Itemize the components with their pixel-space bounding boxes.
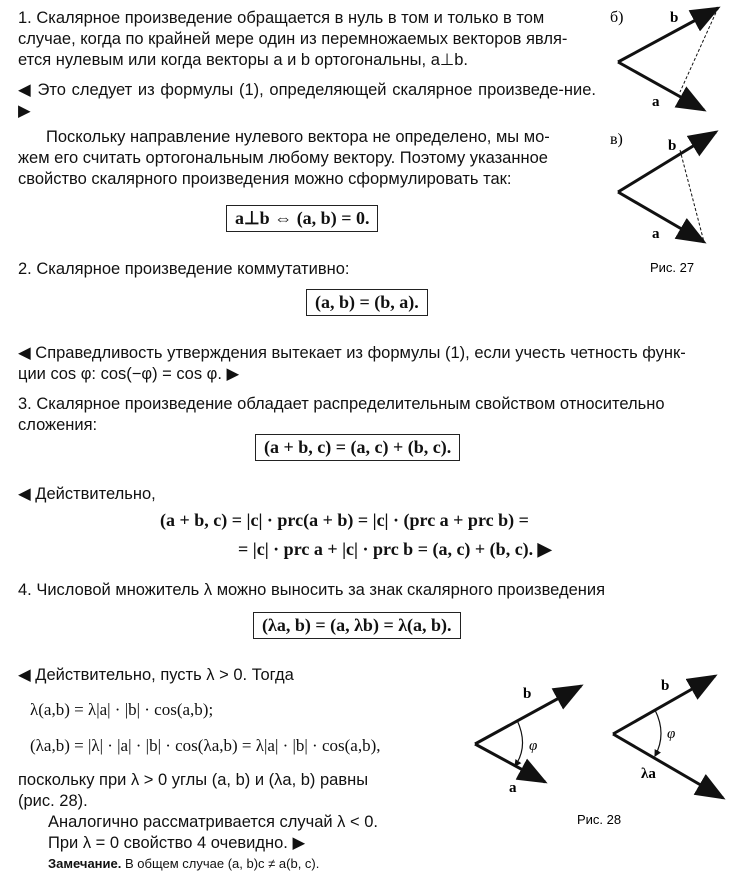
proof-2-line: ции cos φ: cos(−φ) = cos φ. ▶ — [18, 365, 240, 383]
fig28-left-angle-arc — [515, 720, 523, 766]
fig28-left-angle-label: φ — [529, 738, 538, 754]
fig28-left-label-a: a — [509, 780, 517, 796]
fig27v-label-b: b — [668, 138, 677, 154]
fig27b-dashed — [680, 8, 718, 92]
fig28-left-label-b: b — [523, 686, 532, 702]
proof-4-eq-line-1: λ(a,b) = λ|a| · |b| · cos(a,b); — [30, 700, 214, 719]
fig27-label-v: в) — [610, 131, 623, 148]
fig27v-dashed — [680, 150, 704, 242]
fig28-caption: Рис. 28 — [577, 812, 622, 827]
proof-3-eq-line-2: = |c| · prc a + |c| · prc b = (a, c) + (b, c). ▶ — [238, 539, 552, 559]
fig27v-label-a: a — [652, 226, 660, 242]
proof-4-line: поскольку при λ > 0 углы (a, b) и (λa, b) равны — [18, 771, 369, 789]
property-4: 4. Числовой множитель λ можно выносить за знак скалярного произведения — [18, 581, 606, 599]
fig28-right-vector-la — [613, 734, 723, 798]
proof-4-line: Аналогично рассматривается случай λ < 0. — [48, 813, 378, 831]
proof-4-line: (рис. 28). — [18, 792, 88, 810]
property-3-line: 3. Скалярное произведение обладает распределительным свойством относительно — [18, 395, 665, 413]
property-3-line: сложения: — [18, 416, 98, 434]
formula-scalar-factor: (λa, b) = (a, λb) = λ(a, b). — [253, 612, 461, 639]
fig28-right-label-b: b — [661, 678, 670, 694]
remark-text: В общем случае (a, b)c ≠ a(b, c). — [125, 856, 320, 871]
paragraph-line: жем его считать ортогональным любому вектору. Поэтому указанное — [18, 149, 548, 167]
property-3 — [18, 394, 721, 436]
property-1-line: случае, когда по крайней мере один из перемножаемых векторов явля- — [18, 30, 568, 48]
fig27-caption: Рис. 27 — [650, 260, 695, 275]
property-1-line: ется нулевым или когда векторы a и b ортогональны, a⊥b. — [18, 51, 469, 69]
proof-4-eq-line-2: (λa,b) = |λ| · |a| · |b| · cos(λa,b) = λ|a| · |b| · cos(a,b), — [30, 736, 381, 755]
fig28-right-angle-label: φ — [667, 726, 676, 742]
remark — [48, 856, 319, 871]
fig27v-vector-b — [618, 132, 716, 192]
paragraph-line: Поскольку направление нулевого вектора не определено, мы мо- — [46, 128, 550, 146]
figure-28 — [465, 668, 740, 833]
proof-4-line: При λ = 0 свойство 4 очевидно. ▶ — [48, 834, 306, 852]
fig27b-vector-b — [618, 8, 718, 62]
formula-distributive: (a + b, c) = (a, c) + (b, c). — [255, 434, 460, 461]
fig27b-label-a: a — [652, 94, 660, 110]
property-1 — [18, 8, 596, 71]
figure-27 — [600, 0, 740, 280]
fig28-right-label-la: λa — [641, 766, 656, 782]
proof-3-intro: ◀ Действительно, — [18, 485, 156, 503]
formula-orthogonality: a⊥b ⇔ (a, b) = 0. — [226, 205, 378, 232]
property-1-line: 1. Скалярное произведение обращается в нуль в том и только в том — [18, 9, 545, 27]
fig27b-vector-a — [618, 62, 704, 110]
proof-1: ◀ Это следует из формулы (1), определяющей скалярное произведе-ние. ▶ — [18, 81, 596, 120]
fig27-label-b: б) — [610, 9, 624, 26]
proof-4-intro: ◀ Действительно, пусть λ > 0. Тогда — [18, 666, 294, 684]
proof-3-eq-line-1: (a + b, c) = |c| · prc(a + b) = |c| · (prc a + prc b) = — [160, 510, 529, 530]
proof-2 — [18, 343, 721, 385]
fig27b-label-b: b — [670, 10, 679, 26]
remark-label: Замечание. — [48, 856, 122, 871]
property-2: 2. Скалярное произведение коммутативно: — [18, 260, 350, 278]
proof-4-text — [18, 770, 468, 854]
fig27v-vector-a — [618, 192, 704, 242]
formula-commutative: (a, b) = (b, a). — [306, 289, 428, 316]
paragraph-line: свойство скалярного произведения можно сформулировать так: — [18, 170, 512, 188]
paragraph-zero-vector — [18, 127, 596, 190]
fig28-right-angle-arc — [655, 710, 661, 756]
proof-2-line: ◀ Справедливость утверждения вытекает из формулы (1), если учесть четность функ- — [18, 344, 686, 362]
